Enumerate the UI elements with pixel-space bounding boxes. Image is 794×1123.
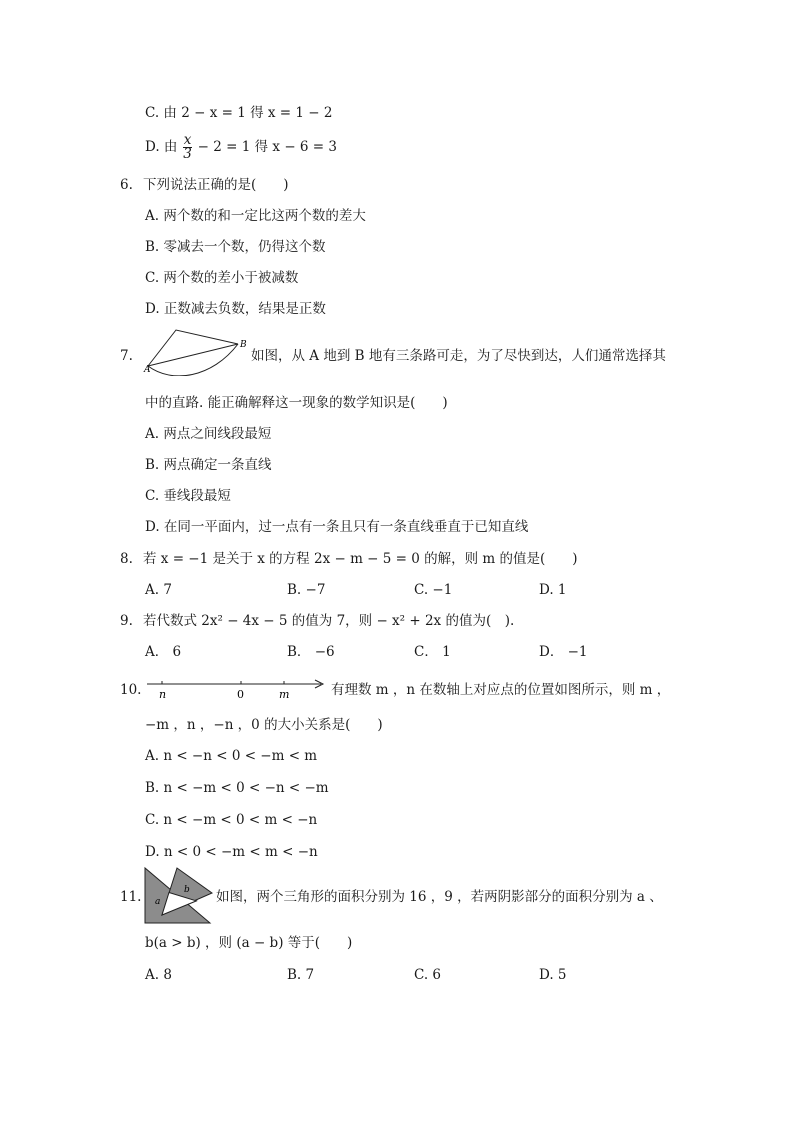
q8-stem: 若 x = −1 是关于 x 的方程 2x − m − 5 = 0 的解，则 m 的值是( ) — [143, 551, 578, 567]
q10-label-0: 0 — [237, 688, 244, 701]
q10-stem-line2: −m ，n ，−n ，0 的大小关系是( ) — [145, 717, 383, 733]
q5-option-d — [145, 134, 337, 161]
q11-stem-line2: b(a > b) ，则 (a − b) 等于( ) — [145, 935, 353, 951]
q7-stem-line1: 如图，从 A 地到 B 地有三条路可走，为了尽快到达，人们通常选择其 — [251, 348, 666, 364]
q11-option-c: C. 6 — [414, 967, 442, 983]
q7-upper-path — [148, 330, 238, 366]
q7-number: 7. — [120, 348, 133, 364]
q11-triangles-figure — [142, 866, 214, 926]
q6-option-c: C. 两个数的差小于被减数 — [145, 270, 299, 286]
q6-option-b: B. 零减去一个数，仍得这个数 — [145, 239, 326, 255]
q10-option-c: C. n < −m < 0 < m < −n — [145, 812, 318, 828]
q6-option-d: D. 正数减去负数，结果是正数 — [145, 301, 326, 317]
q5-option-d-prefix: D. 由 — [145, 139, 178, 155]
q9-number: 9. — [120, 613, 133, 629]
q10-label-m: m — [279, 688, 290, 701]
q8-option-a: A. 7 — [145, 582, 172, 598]
q5-fraction-denominator: 3 — [183, 146, 192, 162]
q11-option-a: A. 8 — [145, 967, 172, 983]
q11-stem-line1: 如图，两个三角形的面积分别为 16 ，9 ，若两阴影部分的面积分别为 a 、 — [216, 889, 663, 905]
q6-number: 6. — [120, 177, 133, 193]
q10-number-line-figure — [145, 674, 329, 702]
q10-option-d: D. n < 0 < −m < m < −n — [145, 844, 318, 860]
q9-option-a: A． 6 — [145, 644, 182, 660]
q10-number: 10. — [120, 682, 142, 698]
q7-option-b: B. 两点确定一条直线 — [145, 457, 272, 473]
q8-option-b: B. −7 — [287, 582, 326, 598]
q5-option-d-suffix: − 2 = 1 得 x − 6 = 3 — [197, 139, 337, 155]
q7-label-a: A — [144, 365, 151, 375]
q8-option-c: C. −1 — [414, 582, 453, 598]
q7-option-c: C. 垂线段最短 — [145, 488, 231, 504]
q11-option-d: D. 5 — [539, 967, 567, 983]
q10-stem-line1: 有理数 m ，n 在数轴上对应点的位置如图所示，则 m ， — [331, 682, 671, 698]
q9-stem: 若代数式 2x² − 4x − 5 的值为 7，则 − x² + 2x 的值为( ). — [143, 613, 515, 629]
q5-option-d-fraction — [183, 134, 193, 161]
q11-number: 11. — [120, 889, 142, 905]
q10-option-a: A. n < −n < 0 < −m < m — [145, 748, 318, 764]
q8-number: 8. — [120, 551, 133, 567]
q11-option-b: B. 7 — [287, 967, 315, 983]
q9-option-d: D． −1 — [539, 644, 588, 660]
q6-option-a: A. 两个数的和一定比这两个数的差大 — [145, 208, 366, 224]
q11-label-b: b — [184, 885, 190, 895]
q5-fraction-numerator: x — [183, 132, 192, 148]
q6-stem: 下列说法正确的是( ) — [143, 177, 289, 193]
q7-stem-line2: 中的直路. 能正确解释这一现象的数学知识是( ) — [145, 395, 448, 411]
q7-straight-path — [148, 344, 238, 366]
q7-option-d: D. 在同一平面内，过一点有一条且只有一条直线垂直于已知直线 — [145, 519, 529, 535]
q8-option-d: D. 1 — [539, 582, 567, 598]
q5-option-c: C. 由 2 − x = 1 得 x = 1 − 2 — [145, 105, 333, 121]
q7-option-a: A. 两点之间线段最短 — [145, 426, 272, 442]
q7-paths-figure — [142, 326, 250, 376]
q11-label-a: a — [155, 897, 161, 907]
q10-label-n: n — [159, 688, 167, 701]
q7-label-b: B — [240, 340, 247, 350]
q10-option-b: B. n < −m < 0 < −n < −m — [145, 780, 329, 796]
q9-option-b: B． −6 — [287, 644, 335, 660]
q9-option-c: C． 1 — [414, 644, 451, 660]
